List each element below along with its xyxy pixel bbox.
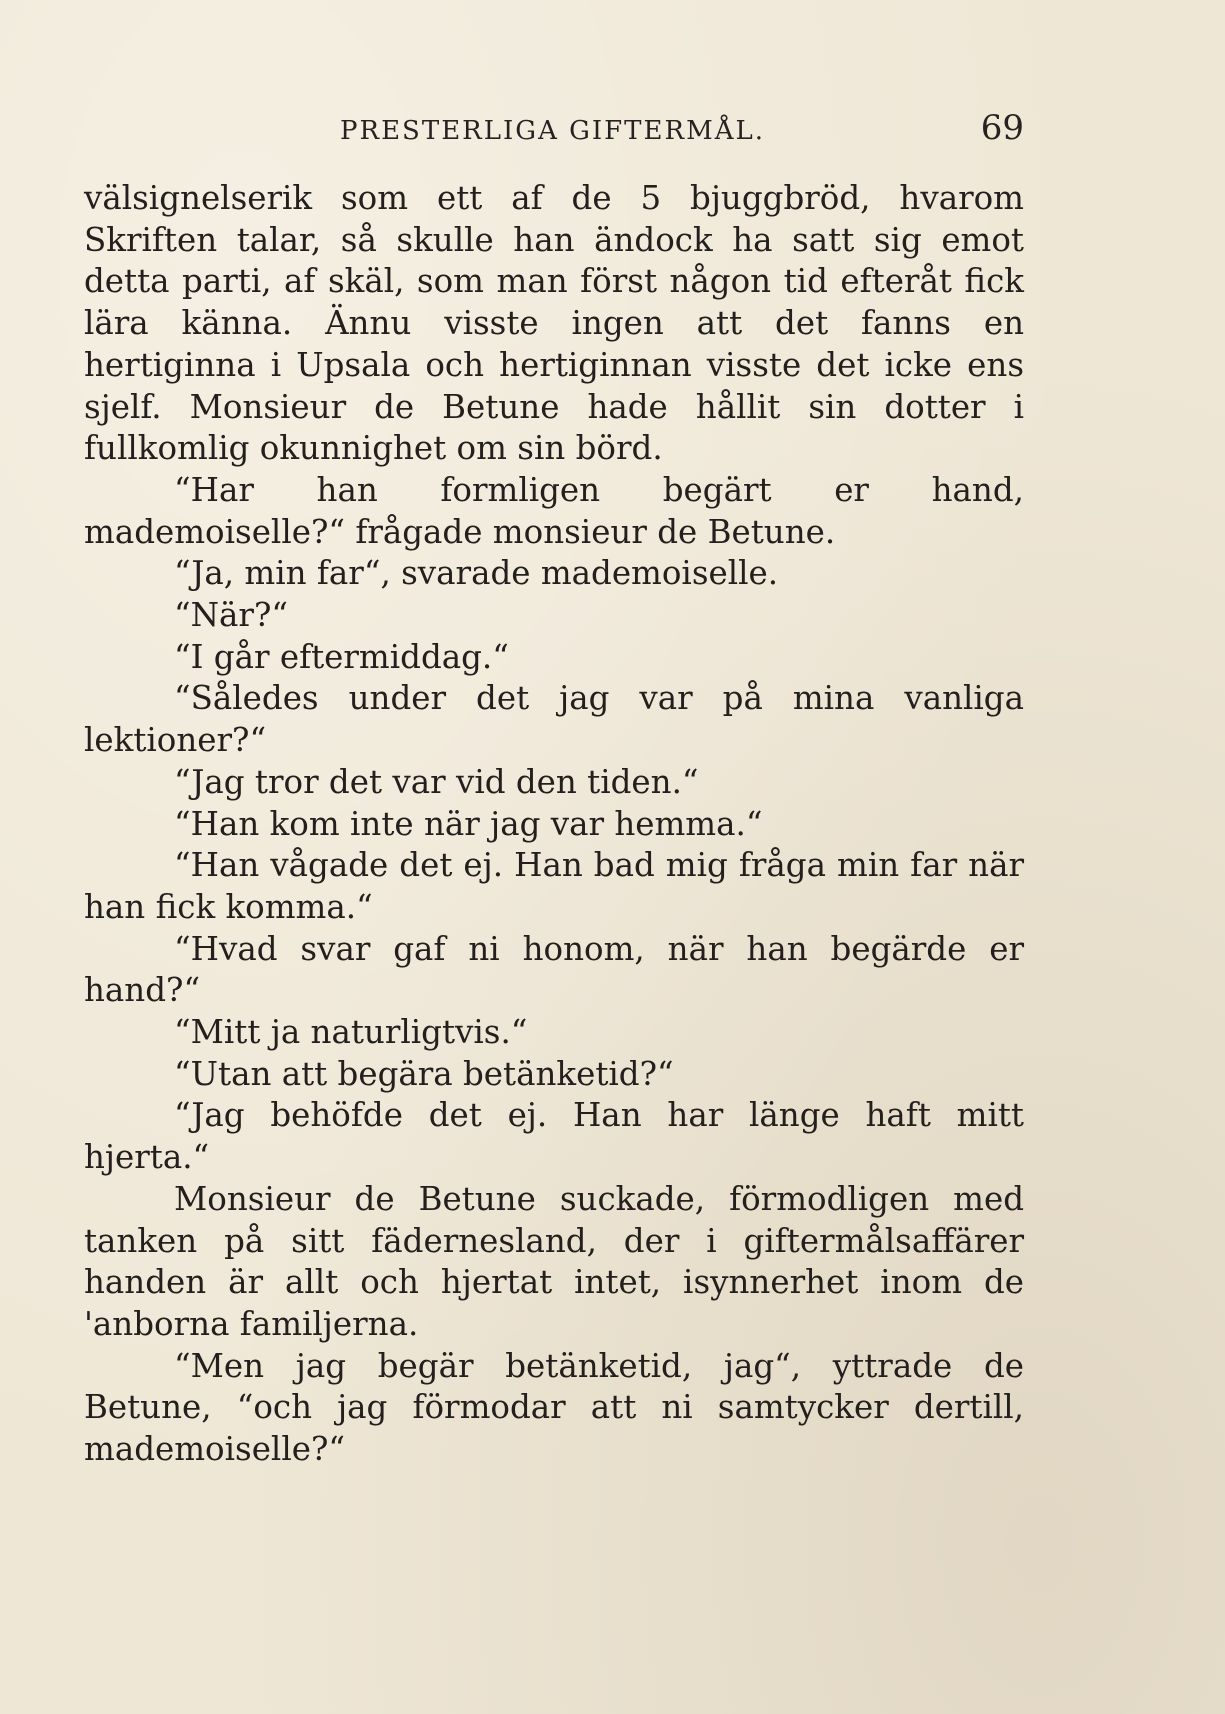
paragraph: “Men jag begär betänketid, jag“, yttrade de Betune, “och jag förmodar att ni samtycker dertill, mademoiselle?“ (84, 1346, 1024, 1469)
paragraph: “Mitt ja naturligtvis.“ (174, 1013, 528, 1052)
paragraph: “Han kom inte när jag var hemma.“ (174, 804, 763, 843)
paragraph: “Utan att begära betänketid?“ (174, 1054, 674, 1093)
paragraph: “Han vågade det ej. Han bad mig fråga min far när han fick komma.“ (84, 846, 1024, 926)
paragraph: Monsieur de Betune suckade, förmodligen med tanken på sitt fädernesland, der i giftermålsaffärer handen är allt och hjertat intet, isynnerhet inom de 'anborna familjerna. (84, 1179, 1024, 1343)
paragraph: “Jag tror det var vid den tiden.“ (174, 762, 699, 801)
page-number: 69 (980, 108, 1024, 148)
paragraph: “Hvad svar gaf ni honom, när han begärde er hand?“ (84, 929, 1024, 1010)
running-title: PRESTERLIGA GIFTERMÅL. (340, 116, 766, 146)
body-text (84, 178, 1024, 1471)
paragraph: välsignelserik som ett af de 5 bjuggbröd, hvarom Skriften talar, så skulle han ändock ha satt sig emot detta parti, af skäl, som man först någon tid efteråt fick lära känna. Ännu visste ingen att det fanns en hertiginna i Upsala och hertiginnan visste det icke ens sjelf. Monsieur de Betune hade hållit sin dotter i fullkomlig okunnighet om sin börd. (84, 179, 1024, 468)
paragraph: “Har han formligen begärt er hand, mademoiselle?“ frågade monsieur de Betune. (84, 470, 1024, 551)
paragraph: “Således under det jag var på mina vanliga lektioner?“ (84, 679, 1024, 760)
page-header (84, 108, 1024, 148)
paragraph: “Jag behöfde det ej. Han har länge haft mitt hjerta.“ (84, 1096, 1024, 1177)
paragraph: “Ja, min far“, svarade mademoiselle. (174, 554, 779, 593)
paragraph: “I går eftermiddag.“ (174, 637, 509, 676)
paragraph: “När?“ (174, 596, 289, 635)
